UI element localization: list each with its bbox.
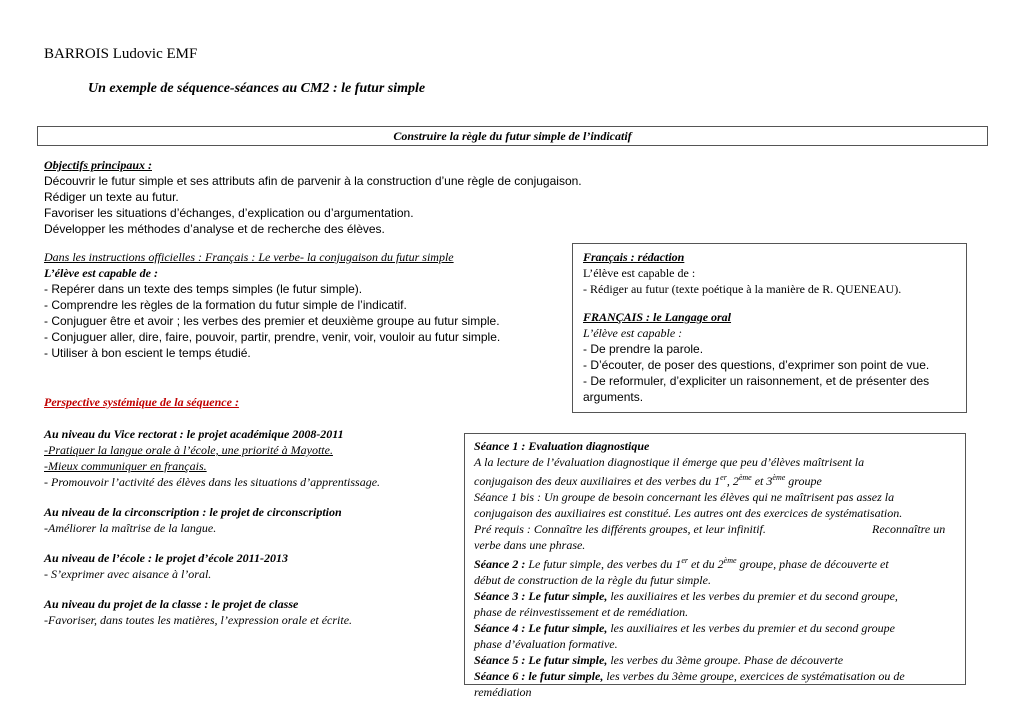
banner-box: [37, 126, 988, 146]
francais-box: [572, 243, 967, 413]
instruction-item: - Repérer dans un texte des temps simples (le futur simple).: [44, 282, 363, 296]
seances-box: [464, 433, 966, 699]
seance-1-text: conjugaison des deux auxiliaires et des verbes du 1er, 2ème et 3ème groupe: [474, 473, 822, 488]
seance-5-text: Séance 5 : Le futur simple, les verbes du 3ème groupe. Phase de découverte: [474, 653, 844, 667]
author-name: BARROIS Ludovic EMF: [44, 46, 198, 62]
perspective-section: [44, 426, 380, 628]
vice-rectorat-title: Au niveau du Vice rectorat : le projet académique 2008-2011: [44, 427, 344, 441]
seance-6-text: Séance 6 : le futur simple, les verbes du 3ème groupe, exercices de systématisation ou de: [474, 669, 905, 683]
ecole-item: - S’exprimer avec aisance à l’oral.: [44, 567, 212, 581]
instructions-capable: L’élève est capable de :: [44, 266, 158, 280]
seance-6-text: remédiation: [474, 685, 532, 699]
oral-item: - De prendre la parole.: [583, 342, 704, 356]
objective-item: Découvrir le futur simple et ses attributs afin de parvenir à la construction d’une règle de conjugaison.: [44, 174, 582, 188]
objective-item: Favoriser les situations d’échanges, d’explication ou d’argumentation.: [44, 206, 414, 220]
oral-heading: FRANÇAIS : le Langage oral: [583, 310, 732, 324]
seance-2-text: début de construction de la règle du futur simple.: [474, 573, 711, 587]
classe-title: Au niveau du projet de la classe : le projet de classe: [44, 597, 299, 611]
redaction-item: - Rédiger au futur (texte poétique à la manière de R. QUENEAU).: [583, 282, 902, 296]
seance-1-text: A la lecture de l’évaluation diagnostique il émerge que peu d’élèves maîtrisent la: [474, 455, 865, 469]
vice-item: -Mieux communiquer en français.: [44, 459, 207, 473]
instruction-item: - Conjuguer être et avoir ; les verbes des premier et deuxième groupe au futur simple.: [44, 314, 500, 328]
seance-3-text: phase de réinvestissement et de remédiation.: [474, 605, 689, 619]
vice-item: -Pratiquer la langue orale à l’école, une priorité à Mayotte.: [44, 443, 333, 457]
oral-item: arguments.: [583, 390, 644, 404]
seance-4-text: phase d’évaluation formative.: [474, 637, 618, 651]
document-title: Un exemple de séquence-séances au CM2 : le futur simple: [88, 81, 426, 96]
objective-item: Rédiger un texte au futur.: [44, 190, 179, 204]
seance-1-title: Séance 1 : Evaluation diagnostique: [474, 439, 650, 453]
instruction-item: - Utiliser à bon escient le temps étudié.: [44, 346, 251, 360]
objectives-heading: Objectifs principaux :: [44, 158, 152, 172]
prerequis-text: Pré requis : Connaître les différents groupes, et leur infinitif. Reconnaître un: [474, 522, 946, 536]
seance-3-text: Séance 3 : Le futur simple, les auxiliaires et les verbes du premier et du second groupe,: [474, 589, 898, 603]
circonscription-title: Au niveau de la circonscription : le projet de circonscription: [44, 505, 342, 519]
redaction-heading: Français : rédaction: [583, 250, 685, 264]
instructions-section: [44, 249, 500, 361]
vice-item: - Promouvoir l’activité des élèves dans les situations d’apprentissage.: [44, 475, 381, 489]
oral-item: - De reformuler, d’expliciter un raisonnement, et de présenter des: [583, 374, 930, 388]
banner-title: Construire la règle du futur simple de l’indicatif: [393, 129, 632, 143]
seance-1bis-text: Séance 1 bis : Un groupe de besoin concernant les élèves qui ne maîtrisent pas assez la: [474, 490, 895, 504]
instruction-item: - Comprendre les règles de la formation du futur simple de l’indicatif.: [44, 298, 407, 312]
perspective-heading: Perspective systémique de la séquence :: [44, 395, 239, 409]
seance-2-text: Séance 2 : Le futur simple, des verbes du 1er et du 2ème groupe, phase de découverte et: [474, 556, 889, 571]
instructions-heading: Dans les instructions officielles : Français : Le verbe- la conjugaison du futur simple: [44, 250, 454, 264]
redaction-capable: L’élève est capable de :: [583, 266, 696, 280]
objectives-section: [44, 157, 582, 237]
seance-1bis-text: conjugaison des auxiliaires est constitué. Les autres ont des exercices de systématisation.: [474, 506, 903, 520]
ecole-title: Au niveau de l’école : le projet d’école 2011-2013: [44, 551, 288, 565]
prerequis-text: verbe dans une phrase.: [474, 538, 586, 552]
oral-capable: L’élève est capable :: [583, 326, 683, 340]
classe-item: -Favoriser, dans toutes les matières, l’expression orale et écrite.: [44, 613, 353, 627]
instruction-item: - Conjuguer aller, dire, faire, pouvoir, partir, prendre, venir, voir, vouloir au futur simple.: [44, 330, 501, 344]
oral-item: - D’écouter, de poser des questions, d’exprimer son point de vue.: [583, 358, 930, 372]
seance-4-text: Séance 4 : Le futur simple, les auxiliaires et les verbes du premier et du second groupe: [474, 621, 895, 635]
circonscription-item: -Améliorer la maîtrise de la langue.: [44, 521, 217, 535]
objective-item: Développer les méthodes d’analyse et de recherche des élèves.: [44, 222, 385, 236]
